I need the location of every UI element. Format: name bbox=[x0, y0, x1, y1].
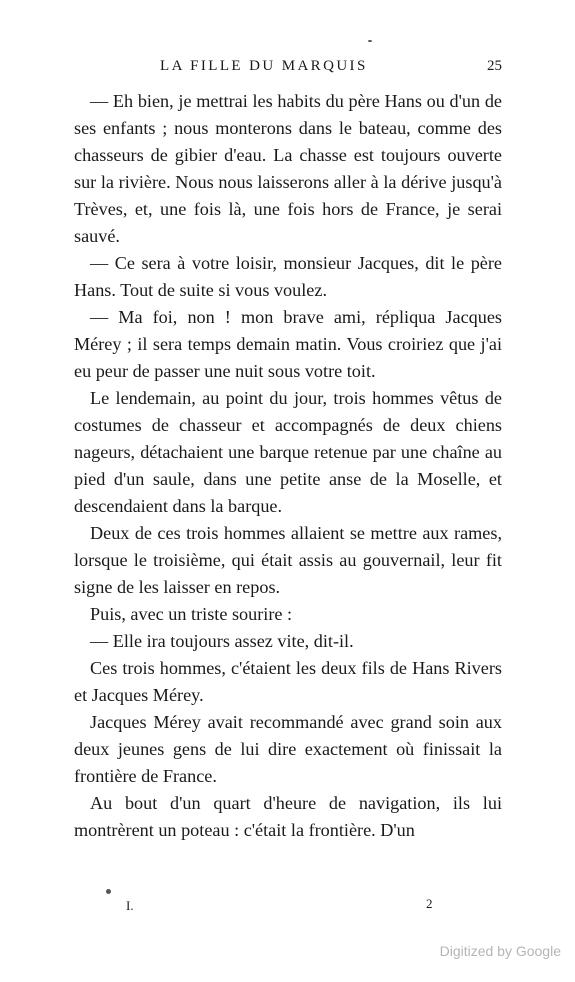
paragraph-5: Deux de ces trois hommes allaient se mettre aux rames, lorsque le troisième, qui était assis au gouvernail, leur fit signe de les laisser en repos. bbox=[74, 523, 502, 597]
paragraph-8: Ces trois hommes, c'étaient les deux fils de Hans Rivers et Jacques Mérey. bbox=[74, 658, 502, 705]
ink-spot-bottom bbox=[106, 889, 111, 894]
paragraph-3: — Ma foi, non ! mon brave ami, répliqua Jacques Mérey ; il sera temps demain matin. Vous croiriez que j'ai eu peur de passer une nuit sous votre toit. bbox=[74, 307, 502, 381]
paragraph-7: — Elle ira toujours assez vite, dit-il. bbox=[90, 631, 354, 651]
paragraph-2: — Ce sera à votre loisir, monsieur Jacques, dit le père Hans. Tout de suite si vous voulez. bbox=[74, 253, 502, 300]
running-head bbox=[74, 58, 504, 82]
signature-mark-left: I. bbox=[126, 898, 134, 913]
body-text bbox=[74, 88, 502, 844]
page-number: 25 bbox=[487, 58, 502, 74]
paragraph-4: Le lendemain, au point du jour, trois hommes vêtus de costumes de chasseur et accompagnés de deux chiens nageurs, détachaient une barque retenue par une chaîne au pied d'un saule, dans une petite anse de la Moselle, et descendaient dans la barque. bbox=[74, 388, 502, 516]
ink-spot-top bbox=[368, 40, 372, 42]
signature-mark-right: 2 bbox=[426, 896, 433, 911]
paragraph-6: Puis, avec un triste sourire : bbox=[90, 604, 293, 624]
running-title: LA FILLE DU MARQUIS bbox=[160, 58, 368, 74]
paragraph-10: Au bout d'un quart d'heure de navigation, ils lui montrèrent un poteau : c'était la frontière. D'un bbox=[74, 793, 502, 840]
digitized-watermark: Digitized by Google bbox=[439, 943, 561, 959]
paragraph-1: — Eh bien, je mettrai les habits du père Hans ou d'un de ses enfants ; nous monterons dans le bateau, comme des chasseurs de gibier d'eau. La chasse est toujours ouverte sur la rivière. Nous nous laisserons aller à la dérive jusqu'à Trèves, et, une fois là, une fois hors de France, je serai sauvé. bbox=[74, 91, 502, 246]
paragraph-9: Jacques Mérey avait recommandé avec grand soin aux deux jeunes gens de lui dire exactement où finissait la frontière de France. bbox=[74, 712, 502, 786]
